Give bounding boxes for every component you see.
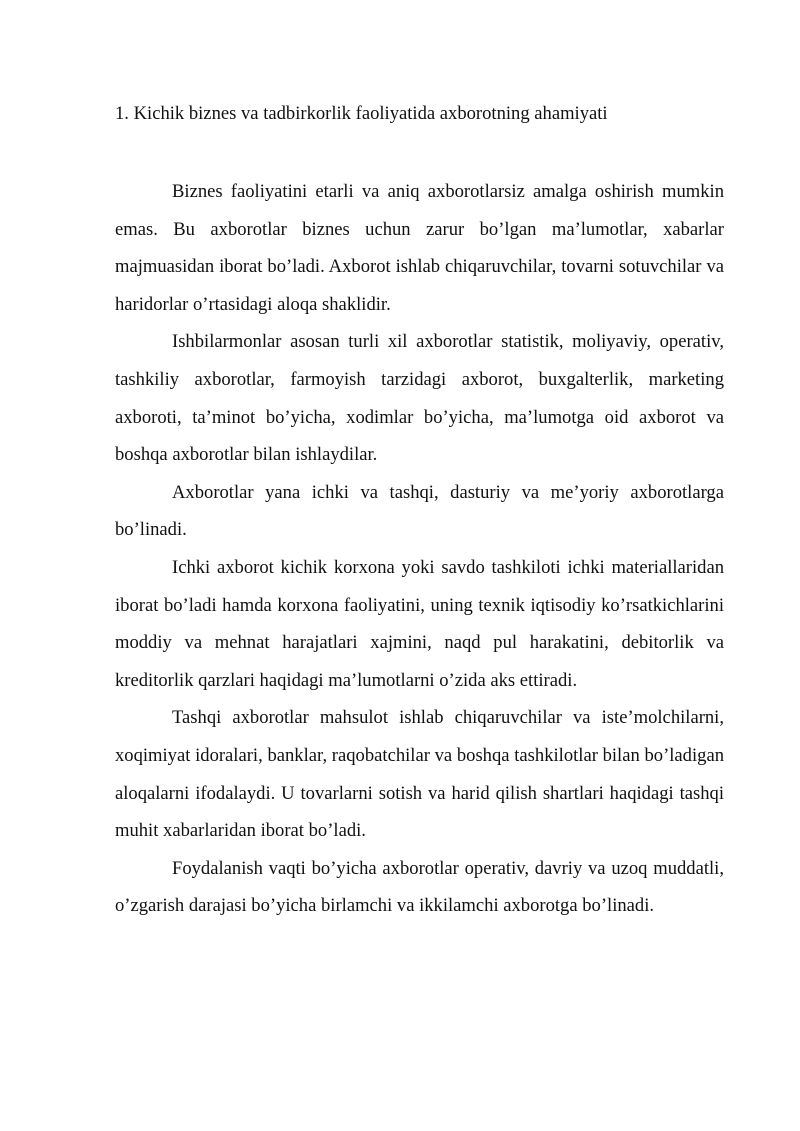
body-text: [115, 173, 724, 925]
paragraph: Axborotlar yana ichki va tashqi, dasturiy va me’yoriy axborotlarga bo’linadi.: [115, 481, 724, 541]
paragraph: Biznes faoliyatini etarli va aniq axborotlarsiz amalga oshirish mumkin emas. Bu axborotlar biznes uchun zarur bo’lgan ma’lumotlar, xabarlar majmuasidan iborat bo’ladi. Axborot ishlab chiqaruvchilar, tovarni sotuvchilar va haridorlar o’rtasidagi aloqa shaklidir.: [115, 181, 724, 315]
paragraph: Foydalanish vaqti bo’yicha axborotlar operativ, davriy va uzoq muddatli, o’zgarish darajasi bo’yicha birlamchi va ikkilamchi axborotga bo’linadi.: [115, 857, 724, 917]
section-heading: 1. Kichik biznes va tadbirkorlik faoliyatida axborotning ahamiyati: [115, 103, 608, 124]
paragraph: Ishbilarmonlar asosan turli xil axborotlar statistik, moliyaviy, operativ, tashkiliy axborotlar, farmoyish tarzidagi axborot, buxgalterlik, marketing axboroti, ta’minot bo’yicha, xodimlar bo’yicha, ma’lumotga oid axborot va boshqa axborotlar bilan ishlaydilar.: [115, 331, 724, 466]
paragraph: Ichki axborot kichik korxona yoki savdo tashkiloti ichki materiallaridan iborat bo’ladi hamda korxona faoliyatini, uning texnik iqtisodiy ko’rsatkichlarini moddiy va mehnat harajatlari xajmini, naqd pul harakatini, debitorlik va kreditorlik qarzlari haqidagi ma’lumotlarni o’zida aks ettiradi.: [115, 556, 724, 691]
paragraph: Tashqi axborotlar mahsulot ishlab chiqaruvchilar va iste’molchilarni, xoqimiyat idoralari, banklar, raqobatchilar va boshqa tashkilotlar bilan bo’ladigan aloqalarni ifodalaydi. U tovarlarni sotish va harid qilish shartlari haqidagi tashqi muhit xabarlaridan iborat bo’ladi.: [115, 707, 724, 842]
